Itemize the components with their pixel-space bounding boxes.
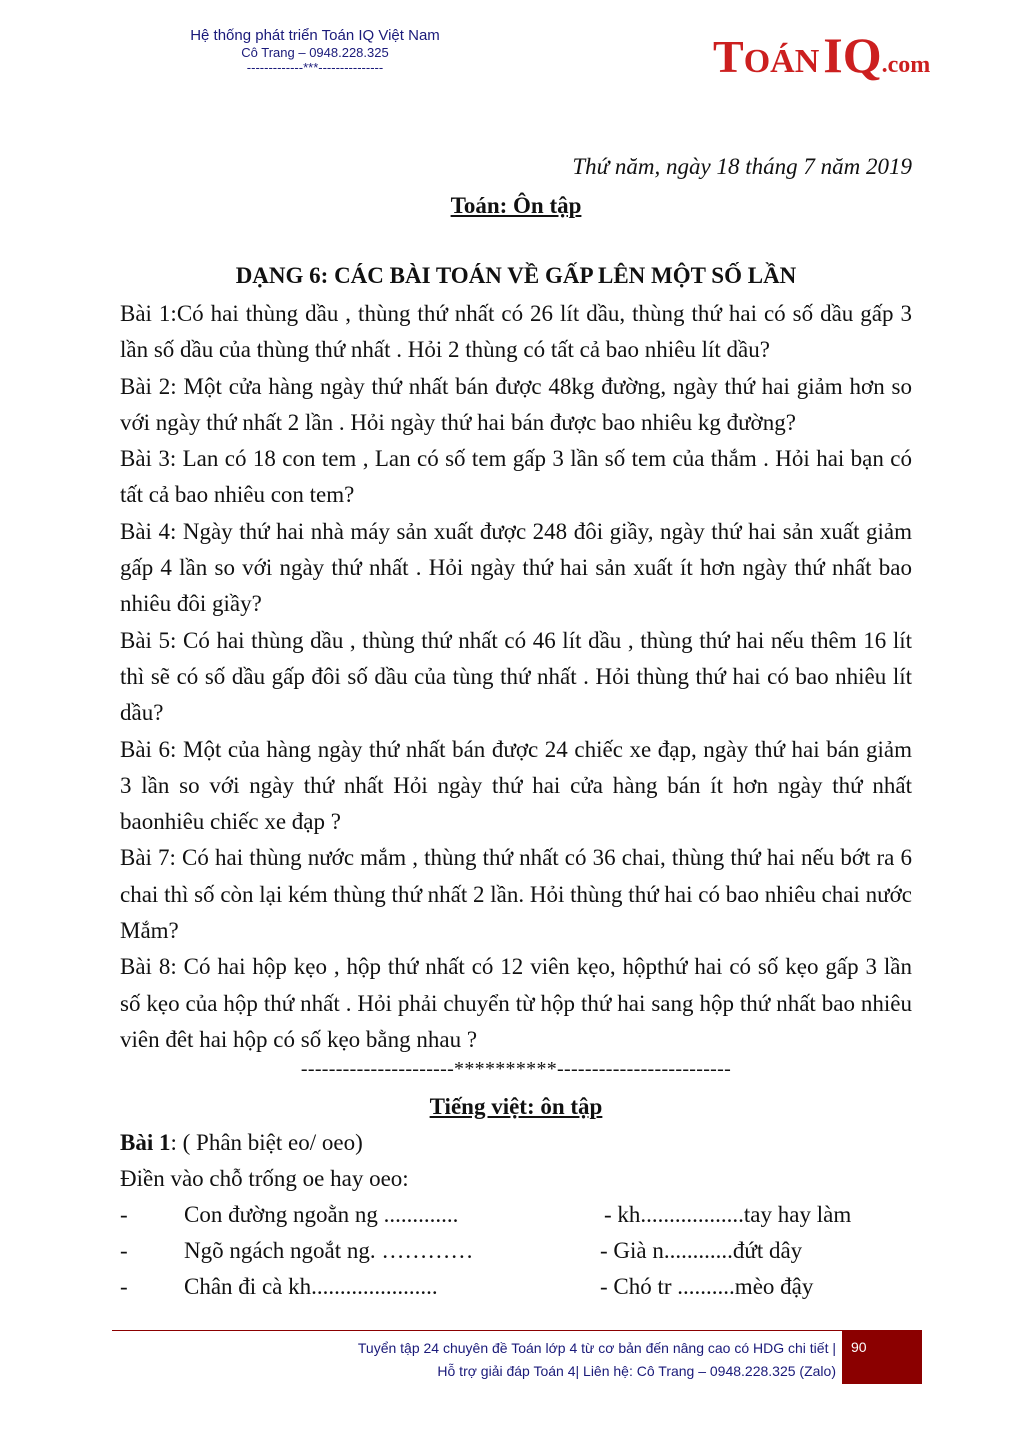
math-problem: Bài 4: Ngày thứ hai nhà máy sản xuất được 248 đôi giầy, ngày thứ hai sản xuất giảm gấp 4 lần so với ngày thứ nhất . Hỏi ngày thứ hai sản xuất ít hơn ngày thứ nhất bao nhiêu đôi giầy? [120,518,912,617]
page-number: 90 [851,1339,867,1355]
exercise-1-label: Bài 1 [120,1130,171,1155]
footer-line-1: Tuyển tập 24 chuyên đề Toán lớp 4 từ cơ bản đến nâng cao có HDG chi tiết | [357,1340,836,1356]
exercise-1-text: : ( Phân biệt eo/ oeo) [170,1130,363,1155]
header-contact: Cô Trang – 0948.228.325 [241,45,389,60]
logo-dotcom: .com [881,52,931,78]
page-number-box [842,1331,922,1384]
logo-letters-iq: IQ [823,27,882,83]
fill-row [120,1202,912,1238]
logo-letters-oan: OÁN [743,43,820,80]
row-dash: - [120,1202,128,1227]
math-problem: Bài 6: Một của hàng ngày thứ nhất bán được 24 chiếc xe đạp, ngày thứ hai bán giảm 3 lần so với ngày thứ nhất Hỏi ngày thứ hai cửa hàng bán ít hơn ngày thứ nhất baonhiêu chiếc xe đạp ? [120,736,912,835]
math-problem-list [120,296,912,1058]
fill-right: - Chó tr ..........mèo đậy [600,1274,814,1299]
fill-row [120,1238,912,1274]
header-separator: -------------***--------------- [246,60,384,75]
math-problem: Bài 1:Có hai thùng dầu , thùng thứ nhất có 26 lít dầu, thùng thứ hai có số dầu gấp 3 lần số dầu của thùng thứ nhất . Hỏi 2 thùng có tất cả bao nhiêu lít dầu? [120,301,912,363]
footer-rule [112,1330,922,1331]
math-problem: Bài 7: Có hai thùng nước mắm , thùng thứ nhất có 36 chai, thùng thứ hai nếu bớt ra 6 chai thì số còn lại kém thùng thứ nhất 2 lần. Hỏi thùng thứ hai có bao nhiêu chai nước Mắm? [120,845,912,944]
logo-letter-t: T [713,31,744,82]
fill-left: Chân đi cà kh...................... [184,1274,438,1299]
math-section-heading: DẠNG 6: CÁC BÀI TOÁN VỀ GẤP LÊN MỘT SỐ LẦN [235,263,797,288]
header-org: Hệ thống phát triển Toán IQ Việt Nam [190,27,440,44]
math-problem: Bài 8: Có hai hộp kẹo , hộp thứ nhất có 12 viên kẹo, hộpthứ hai có số kẹo gấp 3 lần số kẹo của hộp thứ nhất . Hỏi phải chuyển từ hộp thứ hai sang hộp thứ nhất bao nhiêu viên đêt hai hộp có số kẹo bằng nhau ? [120,954,912,1052]
exercise-1-heading [120,1130,363,1156]
brand-logo [713,27,931,83]
footer-line-2: Hỗ trợ giải đáp Toán 4| Liên hệ: Cô Trang – 0948.228.325 (Zalo) [437,1363,836,1379]
fill-left: Con đường ngoằn ng ............. [184,1202,459,1227]
exercise-instruction: Điền vào chỗ trống oe hay oeo: [120,1166,409,1191]
fill-row [120,1274,912,1310]
vietnamese-title: Tiếng việt: ôn tập [429,1094,603,1119]
math-problem: Bài 5: Có hai thùng dầu , thùng thứ nhất có 46 lít dầu , thùng thứ hai nếu thêm 16 lít thì sẽ có số dầu gấp đôi số dầu của tùng thứ nhất . Hỏi thùng thứ hai có bao nhiêu lít dầu? [120,627,912,726]
row-dash: - [120,1274,128,1299]
section-divider: ----------------------**********------------------------- [300,1058,732,1080]
math-title: Toán: Ôn tập [450,193,582,218]
fill-right: - Già n............đứt dây [600,1238,803,1263]
lesson-date: Thứ năm, ngày 18 tháng 7 năm 2019 [572,154,912,179]
fill-left: Ngõ ngách ngoắt ng. ………… [184,1238,474,1263]
row-dash: - [120,1238,128,1263]
math-problem: Bài 3: Lan có 18 con tem , Lan có số tem gấp 3 lần số tem của thắm . Hỏi hai bạn có tất cả bao nhiêu con tem? [120,446,912,508]
fill-right: - kh..................tay hay làm [604,1202,852,1227]
math-problem: Bài 2: Một cửa hàng ngày thứ nhất bán được 48kg đường, ngày thứ hai giảm hơn so với ngày thứ nhất 2 lần . Hỏi ngày thứ hai bán được bao nhiêu kg đường? [120,373,912,435]
